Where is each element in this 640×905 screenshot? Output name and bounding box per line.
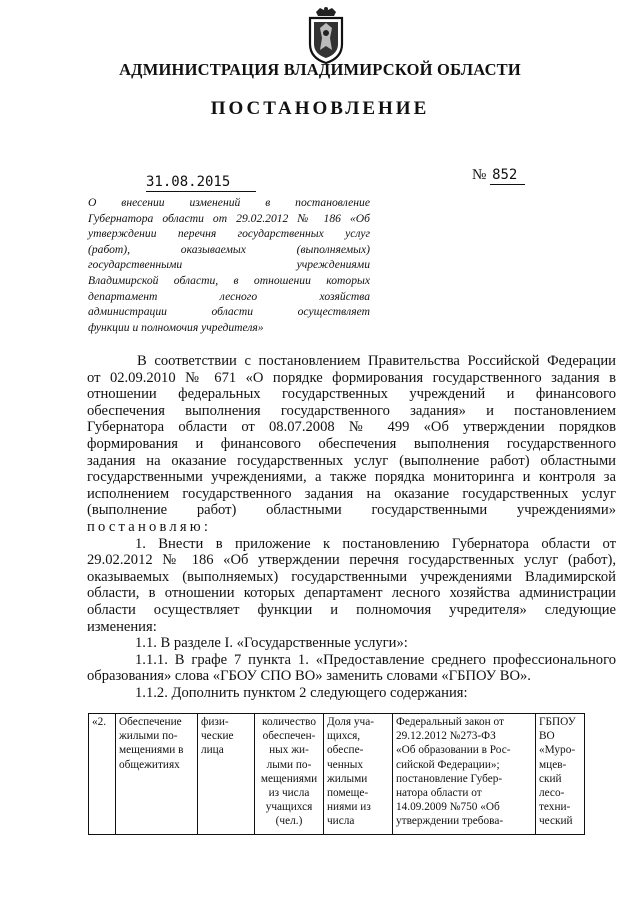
- subject-line: государственными учреждениями: [88, 258, 370, 272]
- body-line: изменения:: [87, 618, 157, 635]
- body-line: от 02.09.2010 № 671 «О порядке формирования государственного задания в: [87, 369, 616, 386]
- body-line: 1. Внести в приложение к постановлению Губернатора области от: [135, 535, 616, 552]
- table-cell: количество обеспечен- ных жи- лыми по- мещениями из числа учащихся (чел.): [255, 714, 324, 835]
- body-line: 1.1.1. В графе 7 пункта 1. «Предоставление среднего профессионального: [135, 651, 616, 668]
- body-line: исполнением государственного задания на оказание государственных услуг: [87, 485, 616, 502]
- body-line: области, в отношении которых департамент лесного хозяйства администрации: [87, 585, 616, 602]
- table-cell: Федеральный закон от 29.12.2012 №273-ФЗ «Об образовании в Рос- сийской Федерации»; постановление Губер- натора области от 14.09.2009 №750 «Об утверждении требова-: [393, 714, 536, 835]
- subject-line: администрации области осуществляет: [88, 305, 370, 319]
- subject-line: Губернатора области от 29.02.2012 № 186 «Об: [88, 211, 370, 225]
- body-line: области осуществляет функции и полномочия учредителя» следующие: [87, 601, 616, 618]
- document-type: ПОСТАНОВЛЕНИЕ: [210, 98, 430, 119]
- services-table: [88, 713, 585, 835]
- body-line: В соответствии с постановлением Правительства Российской Федерации: [137, 353, 616, 369]
- body-line: задания на оказание государственных услуг (выполнение работ) областными: [87, 452, 616, 469]
- body-line: формирования и финансового обеспечения выполнения государственного: [87, 435, 616, 452]
- table-cell: «2.: [89, 714, 116, 835]
- body-line: образования» слова «ГБОУ СПО ВО» заменить словами «ГБПОУ ВО».: [87, 668, 531, 685]
- organization-name: АДМИНИСТРАЦИЯ ВЛАДИМИРСКОЙ ОБЛАСТИ: [119, 60, 521, 79]
- document-date: 31.08.2015: [146, 174, 256, 192]
- body-line: 29.02.2012 № 186 «Об утверждении перечня государственных услуг (работ),: [87, 552, 616, 569]
- document-body: [87, 353, 616, 701]
- subject-line: функции и полномочия учредителя»: [88, 320, 264, 334]
- body-line: обеспечения выполнения государственного задания» и постановлением: [87, 402, 616, 419]
- body-line: Губернатора области от 08.07.2008 № 499 «Об утверждении порядков: [87, 419, 616, 436]
- document-number: [472, 167, 525, 184]
- table-cell: Обеспечение жилыми по- мещениями в общежитиях: [116, 714, 198, 835]
- number-value: 852: [490, 167, 525, 185]
- table-cell: Доля уча- щихся, обеспе- ченных жилыми помеще- ниями из числа: [324, 714, 393, 835]
- coat-of-arms-icon: [302, 6, 350, 66]
- table-cell: ГБПОУ ВО «Муро- мцев- ский лесо- техни- ческий: [536, 714, 585, 835]
- subject-line: департамент лесного хозяйства: [88, 289, 370, 303]
- subject-line: утверждении перечня государственных услуг: [88, 227, 370, 241]
- body-line: отношении федеральных государственных учреждений и финансового: [87, 386, 616, 403]
- body-line: оказываемых (выполняемых) государственными учреждениями Владимирской: [87, 568, 616, 585]
- subject-line: О внесении изменений в постановление: [88, 196, 370, 209]
- resolve-word: постановляю:: [87, 518, 212, 535]
- body-line: 1.1. В разделе I. «Государственные услуги»:: [135, 635, 408, 652]
- body-line: государственными учреждениями, а также порядка мониторинга и контроля за: [87, 469, 616, 486]
- table-row: [89, 714, 585, 835]
- subject-line: (работ), оказываемых (выполняемых): [88, 242, 370, 256]
- subject-line: Владимирской области, в отношении которых: [88, 273, 370, 287]
- table-cell: физи- ческие лица: [198, 714, 255, 835]
- number-prefix: №: [472, 167, 487, 183]
- body-line: 1.1.2. Дополнить пунктом 2 следующего содержания:: [135, 684, 468, 701]
- body-line: (выполнение работ) областными государственными учреждениями»: [87, 502, 616, 519]
- document-subject: [88, 195, 370, 335]
